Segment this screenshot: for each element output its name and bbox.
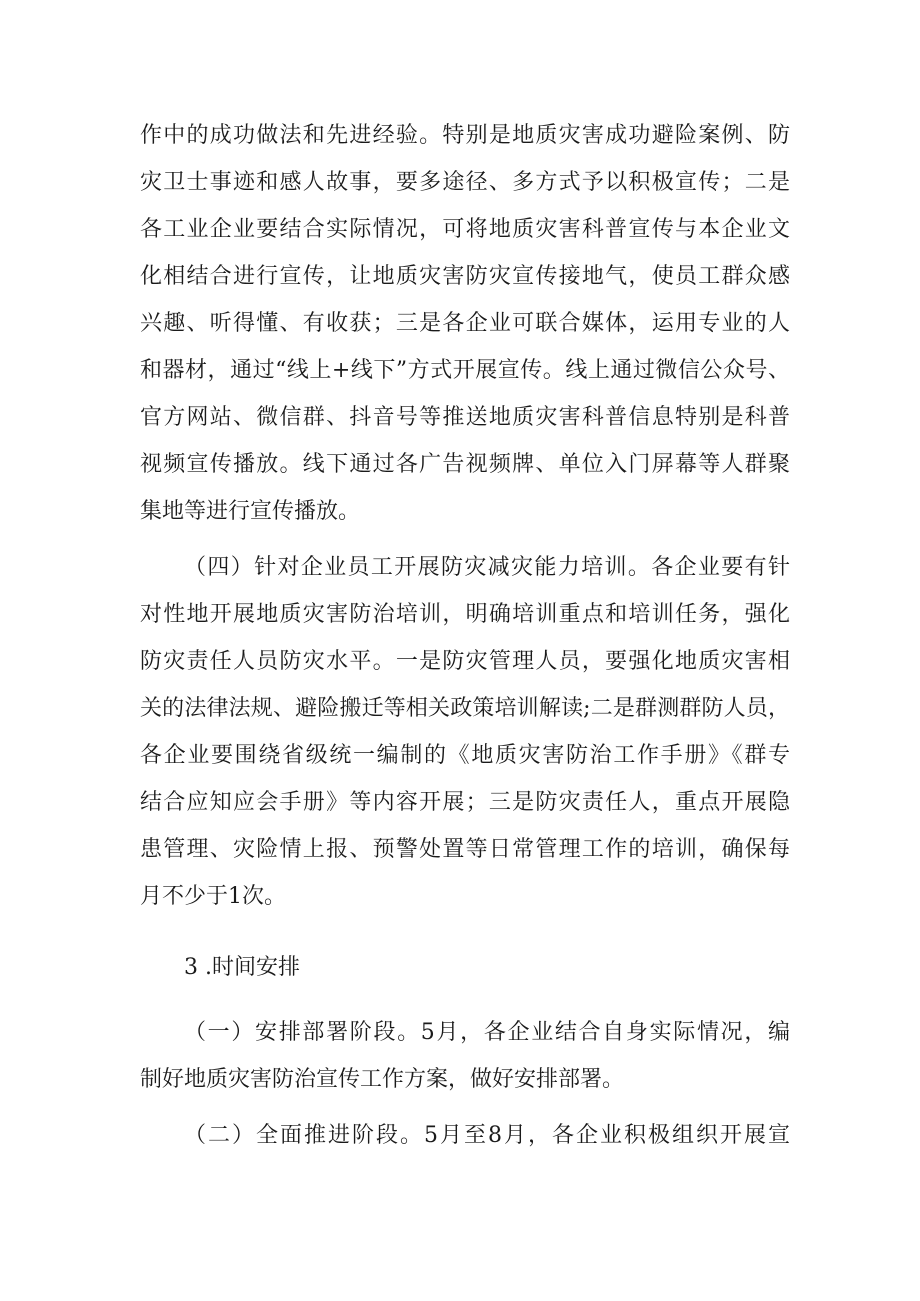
paragraph-2-line-6: 结合应知应会手册》等内容开展；三是防灾责任人，重点开展隐 bbox=[140, 790, 790, 815]
paragraph-2-line-8: 月不少于1次。 bbox=[140, 884, 286, 909]
paragraph-2-line-5: 各企业要围绕省级统一编制的《地质灾害防治工作手册》《群专 bbox=[140, 743, 790, 768]
paragraph-4-line-1: （二）全面推进阶段。5月至8月，各企业积极组织开展宣 bbox=[184, 1123, 790, 1148]
paragraph-2-line-2: 对性地开展地质灾害防治培训，明确培训重点和培训任务，强化 bbox=[140, 602, 790, 627]
paragraph-2-line-3: 防灾责任人员防灾水平。一是防灾管理人员，要强化地质灾害相 bbox=[140, 649, 790, 674]
paragraph-1-line-4: 化相结合进行宣传，让地质灾害防灾宣传接地气，使员工群众感 bbox=[140, 264, 790, 289]
paragraph-2-line-7: 患管理、灾险情上报、预警处置等日常管理工作的培训，确保每 bbox=[140, 837, 790, 862]
paragraph-1-line-9: 集地等进行宣传播放。 bbox=[140, 499, 361, 524]
paragraph-2-line-4: 关的法律法规、避险搬迁等相关政策培训解读;二是群测群防人员， bbox=[140, 696, 790, 721]
paragraph-1-line-3: 各工业企业要结合实际情况，可将地质灾害科普宣传与本企业文 bbox=[140, 217, 790, 242]
paragraph-1-line-8: 视频宣传播放。线下通过各广告视频牌、单位入门屏幕等人群聚 bbox=[140, 452, 790, 477]
paragraph-1-line-2: 灾卫士事迹和感人故事，要多途径、多方式予以积极宣传；二是 bbox=[140, 170, 790, 195]
paragraph-1-line-1: 作中的成功做法和先进经验。特别是地质灾害成功避险案例、防 bbox=[140, 123, 790, 148]
paragraph-1-line-6: 和器材，通过“线上+线下”方式开展宣传。线上通过微信公众号、 bbox=[140, 358, 790, 383]
paragraph-1-line-7: 官方网站、微信群、抖音号等推送地质灾害科普信息特别是科普 bbox=[140, 405, 790, 430]
paragraph-3-line-1: （一）安排部署阶段。5月，各企业结合自身实际情况，编 bbox=[184, 1020, 790, 1045]
section-heading: 3 .时间安排 bbox=[184, 955, 300, 980]
paragraph-3-line-2: 制好地质灾害防治宣传工作方案，做好安排部署。 bbox=[140, 1067, 625, 1092]
paragraph-1-line-5: 兴趣、听得懂、有收获；三是各企业可联合媒体，运用专业的人 bbox=[140, 311, 790, 336]
paragraph-2-line-1: （四）针对企业员工开展防灾减灾能力培训。各企业要有针 bbox=[184, 555, 790, 580]
